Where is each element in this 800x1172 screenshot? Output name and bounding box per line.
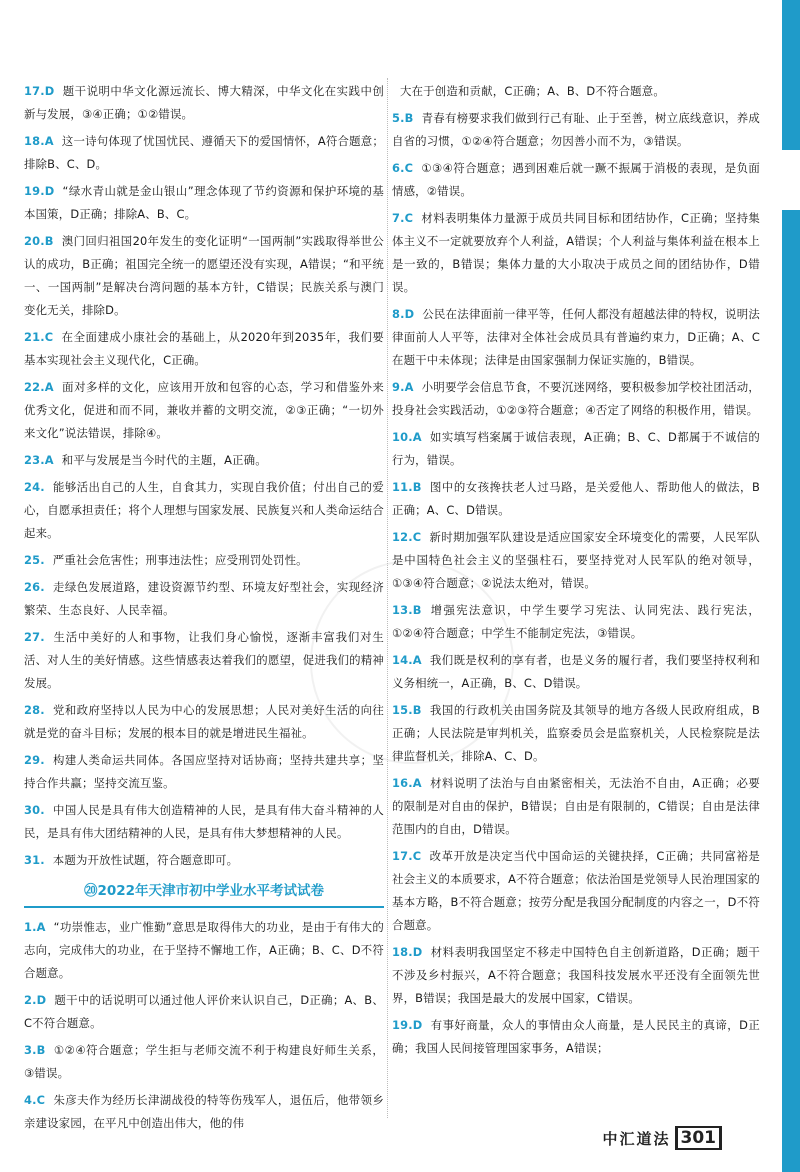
answer-entry	[392, 649, 760, 695]
answer-letter: A	[412, 430, 422, 444]
answer-explanation: 改革开放是决定当代中国命运的关键抉择，C正确；共同富裕是社会主义的本质要求，A不符合题意；依法治国是党领导人民治理国家的基本方略，B不符合题意；按劳分配是我国分配制度的内容之一，D不符合题意。	[392, 849, 760, 932]
answer-letter: D	[36, 993, 47, 1007]
answer-entry	[24, 449, 384, 472]
question-number: 11.	[392, 480, 413, 494]
answer-letter: A	[44, 134, 54, 148]
answer-letter: A	[412, 776, 422, 790]
answer-letter: C	[44, 330, 54, 344]
answer-explanation: “功崇惟志，业广惟勤”意思是取得伟大的功业，是由于有伟大的志向，完成伟大的功业，在于坚持不懈地工作，A正确；B、C、D不符合题意。	[24, 920, 384, 980]
answer-explanation: 中国人民是具有伟大创造精神的人民，是具有伟大奋斗精神的人民，是具有伟大团结精神的人民，是具有伟大梦想精神的人民。	[24, 803, 384, 840]
answer-entry	[392, 699, 760, 768]
question-number: 31.	[24, 853, 45, 867]
answer-explanation: 大在于创造和贡献，C正确；A、B、D不符合题意。	[400, 84, 665, 98]
answer-explanation: 我国的行政机关由国务院及其领导的地方各级人民政府组成，B正确；人民法院是审判机关，监察委员会是监察机关，人民检察院是法律监督机关，排除A、C、D。	[392, 703, 760, 763]
answer-entry	[24, 799, 384, 845]
answer-letter: D	[44, 184, 55, 198]
question-number: 14.	[392, 653, 413, 667]
question-number: 13.	[392, 603, 413, 617]
answer-letter: B	[412, 480, 422, 494]
answer-explanation: 生活中美好的人和事物，让我们身心愉悦，逐渐丰富我们对生活、对人生的美好情感。这些情感表达着我们的愿望，促进我们的精神发展。	[24, 630, 384, 690]
answer-explanation: 朱彦夫作为经历长津湖战役的特等伤残军人，退伍后，他带领乡亲建设家园，在平凡中创造出伟大，他的伟	[24, 1093, 384, 1130]
answer-letter: B	[36, 1043, 46, 1057]
answer-letter: A	[404, 380, 414, 394]
question-number: 9.	[392, 380, 405, 394]
side-edge-notch	[782, 150, 800, 210]
answer-entry	[392, 1014, 760, 1060]
answer-explanation: ①③④符合题意；遇到困难后就一蹶不振属于消极的表现，是负面情感，②错误。	[392, 161, 760, 198]
answer-entry	[392, 845, 760, 937]
answer-letter: D	[404, 307, 415, 321]
answer-explanation: 本题为开放性试题，符合题意即可。	[52, 853, 239, 867]
answer-explanation: 能够活出自己的人生，自食其力，实现自我价值；付出自己的爱心，自愿承担责任；将个人理想与国家发展、民族复兴和人类命运结合起来。	[24, 480, 384, 540]
answer-explanation: 我们既是权利的享有者，也是义务的履行者，我们要坚持权利和义务相统一，A正确，B、C、D错误。	[392, 653, 760, 690]
question-number: 24.	[24, 480, 45, 494]
question-number: 18.	[24, 134, 45, 148]
answer-entry	[392, 426, 760, 472]
answer-explanation: 公民在法律面前一律平等，任何人都没有超越法律的特权，说明法律面前人人平等，法律对全体社会成员具有普遍约束力，D正确；A、C在题干中未体现；法律是由国家强制力保证实施的，B错误。	[392, 307, 760, 367]
answer-explanation: 题干中的话说明可以通过他人评价来认识自己，D正确；A、B、C不符合题意。	[24, 993, 384, 1030]
question-number: 8.	[392, 307, 405, 321]
answer-explanation: 材料表明集体力量源于成员共同目标和团结协作，C正确；坚持集体主义不一定就要放弃个人利益，A错误；个人利益与集体利益在根本上是一致的，B错误；集体力量的大小取决于成员之间的团结协作，D错误。	[392, 211, 760, 294]
answer-explanation: 材料表明我国坚定不移走中国特色自主创新道路，D正确；题干不涉及乡村振兴，A不符合题意；我国科技发展水平还没有全面领先世界，B错误；我国是最大的发展中国家，C错误。	[392, 945, 760, 1005]
answer-entry	[24, 849, 384, 872]
answer-entry	[24, 1039, 384, 1085]
answer-list-left-2	[24, 916, 384, 1135]
answer-letter: C	[404, 211, 414, 225]
question-number: 23.	[24, 453, 45, 467]
answer-explanation: 青春有榜要求我们做到行己有耻、止于至善，树立底线意识，养成自省的习惯，①②④符合题意；勿因善小而不为，③错误。	[392, 111, 760, 148]
answer-explanation: 党和政府坚持以人民为中心的发展思想；人民对美好生活的向往就是党的奋斗目标；发展的根本目的就是增进民生福祉。	[24, 703, 384, 740]
question-number: 17.	[392, 849, 413, 863]
answer-letter: A	[36, 920, 46, 934]
question-number: 19.	[392, 1018, 413, 1032]
answer-explanation: 在全面建成小康社会的基础上，从2020年到2035年，我们要基本实现社会主义现代化，C正确。	[24, 330, 384, 367]
answer-letter: D	[44, 84, 55, 98]
question-number: 5.	[392, 111, 405, 125]
answer-explanation: 增强宪法意识，中学生要学习宪法、认同宪法、践行宪法，①②④符合题意；中学生不能制定宪法，③错误。	[392, 603, 760, 640]
answer-letter: C	[412, 849, 422, 863]
answer-entry	[24, 476, 384, 545]
left-column	[24, 80, 384, 1139]
question-number: 2.	[24, 993, 37, 1007]
answer-entry	[392, 599, 760, 645]
answer-letter: A	[44, 453, 54, 467]
question-number: 15.	[392, 703, 413, 717]
answer-explanation: 这一诗句体现了忧国忧民、遵循天下的爱国情怀，A符合题意；排除B、C、D。	[24, 134, 384, 171]
answer-entry	[24, 80, 384, 126]
question-number: 26.	[24, 580, 45, 594]
answer-explanation: 有事好商量，众人的事情由众人商量，是人民民主的真谛，D正确；我国人民间接管理国家事务，A错误；	[392, 1018, 760, 1055]
question-number: 19.	[24, 184, 45, 198]
column-divider	[387, 78, 388, 1118]
question-number: 4.	[24, 1093, 37, 1107]
question-number: 16.	[392, 776, 413, 790]
answer-letter: B	[44, 234, 54, 248]
question-number: 20.	[24, 234, 45, 248]
answer-entry	[392, 157, 760, 203]
answer-entry	[392, 772, 760, 841]
answer-entry	[24, 1089, 384, 1135]
answer-entry	[24, 989, 384, 1035]
exam-title: ⑳2022年天津市初中学业水平考试试卷	[24, 878, 384, 908]
right-column	[392, 80, 760, 1064]
answer-entry	[392, 107, 760, 153]
question-number: 30.	[24, 803, 45, 817]
answer-list-left	[24, 80, 384, 872]
question-number: 7.	[392, 211, 405, 225]
answer-explanation: 构建人类命运共同体。各国应坚持对话协商；坚持共建共享；坚持合作共赢；坚持交流互鉴。	[24, 753, 384, 790]
answer-explanation: 严重社会危害性；刑事违法性；应受刑罚处罚性。	[52, 553, 308, 567]
answer-entry	[24, 549, 384, 572]
answer-explanation: 图中的女孩搀扶老人过马路，是关爱他人、帮助他人的做法，B正确；A、C、D错误。	[392, 480, 760, 517]
answer-entry	[24, 180, 384, 226]
question-number: 3.	[24, 1043, 37, 1057]
answer-entry	[392, 376, 760, 422]
answer-letter: C	[36, 1093, 46, 1107]
answer-explanation: 面对多样的文化，应该用开放和包容的心态，学习和借鉴外来优秀文化，促进和而不同，兼收并蓄的文明交流，②③正确；“一切外来文化”说法错误，排除④。	[24, 380, 384, 440]
answer-letter: A	[44, 380, 54, 394]
answer-entry	[24, 699, 384, 745]
answer-entry	[392, 303, 760, 372]
question-number: 27.	[24, 630, 45, 644]
answer-entry	[392, 941, 760, 1010]
answer-entry	[392, 207, 760, 299]
answer-entry	[24, 576, 384, 622]
brand-name: 中汇道法	[602, 1129, 671, 1148]
answer-entry	[24, 916, 384, 985]
answer-explanation: ①②④符合题意；学生拒与老师交流不利于构建良好师生关系，③错误。	[24, 1043, 384, 1080]
question-number: 18.	[392, 945, 413, 959]
answer-explanation: 如实填写档案属于诚信表现，A正确；B、C、D都属于不诚信的行为，错误。	[392, 430, 760, 467]
answer-letter: C	[404, 161, 414, 175]
question-number: 10.	[392, 430, 413, 444]
question-number: 17.	[24, 84, 45, 98]
page-number: 301	[675, 1126, 723, 1150]
answer-letter: C	[412, 530, 422, 544]
answer-letter: B	[404, 111, 414, 125]
answer-letter: D	[412, 945, 423, 959]
question-number: 21.	[24, 330, 45, 344]
question-number: 29.	[24, 753, 45, 767]
answer-explanation: 澳门回归祖国20年发生的变化证明“一国两制”实践取得举世公认的成功，B正确；祖国完全统一的愿望还没有实现，A错误；“和平统一、一国两制”是解决台湾问题的基本方针，C错误；民族关系与澳门变化无关，排除D。	[24, 234, 384, 317]
answer-explanation: 材料说明了法治与自由紧密相关，无法治不自由，A正确；必要的限制是对自由的保护，B错误；自由是有限制的，C错误；自由是法律范围内的自由，D错误。	[392, 776, 760, 836]
answer-letter: A	[412, 653, 422, 667]
answer-letter: B	[412, 703, 422, 717]
answer-entry	[24, 749, 384, 795]
answer-entry	[24, 230, 384, 322]
question-number: 28.	[24, 703, 45, 717]
answer-explanation: 走绿色发展道路，建设资源节约型、环境友好型社会，实现经济繁荣、生态良好、人民幸福。	[24, 580, 384, 617]
answer-entry	[24, 376, 384, 445]
page-footer	[602, 1126, 722, 1150]
question-number: 1.	[24, 920, 37, 934]
question-number: 6.	[392, 161, 405, 175]
answer-entry	[392, 80, 760, 103]
answer-letter: B	[412, 603, 422, 617]
question-number: 12.	[392, 530, 413, 544]
answer-explanation: 和平与发展是当今时代的主题，A正确。	[61, 453, 267, 467]
answer-explanation: “绿水青山就是金山银山”理念体现了节约资源和保护环境的基本国策，D正确；排除A、B、C。	[24, 184, 384, 221]
answer-entry	[392, 476, 760, 522]
answer-entry	[392, 526, 760, 595]
answer-explanation: 题干说明中华文化源远流长、博大精深，中华文化在实践中创新与发展，③④正确；①②错误。	[24, 84, 384, 121]
answer-entry	[24, 326, 384, 372]
question-number: 22.	[24, 380, 45, 394]
answer-entry	[24, 626, 384, 695]
answer-entry	[24, 130, 384, 176]
answer-letter: D	[412, 1018, 423, 1032]
answer-explanation: 小明要学会信息节食，不要沉迷网络，要积极参加学校社团活动，投身社会实践活动，①②③符合题意；④否定了网络的积极作用，错误。	[392, 380, 760, 417]
answer-explanation: 新时期加强军队建设是适应国家安全环境变化的需要，人民军队是中国特色社会主义的坚强柱石，要坚持党对人民军队的绝对领导，①③④符合题意；②说法太绝对，错误。	[392, 530, 760, 590]
question-number: 25.	[24, 553, 45, 567]
answer-list-right	[392, 80, 760, 1060]
